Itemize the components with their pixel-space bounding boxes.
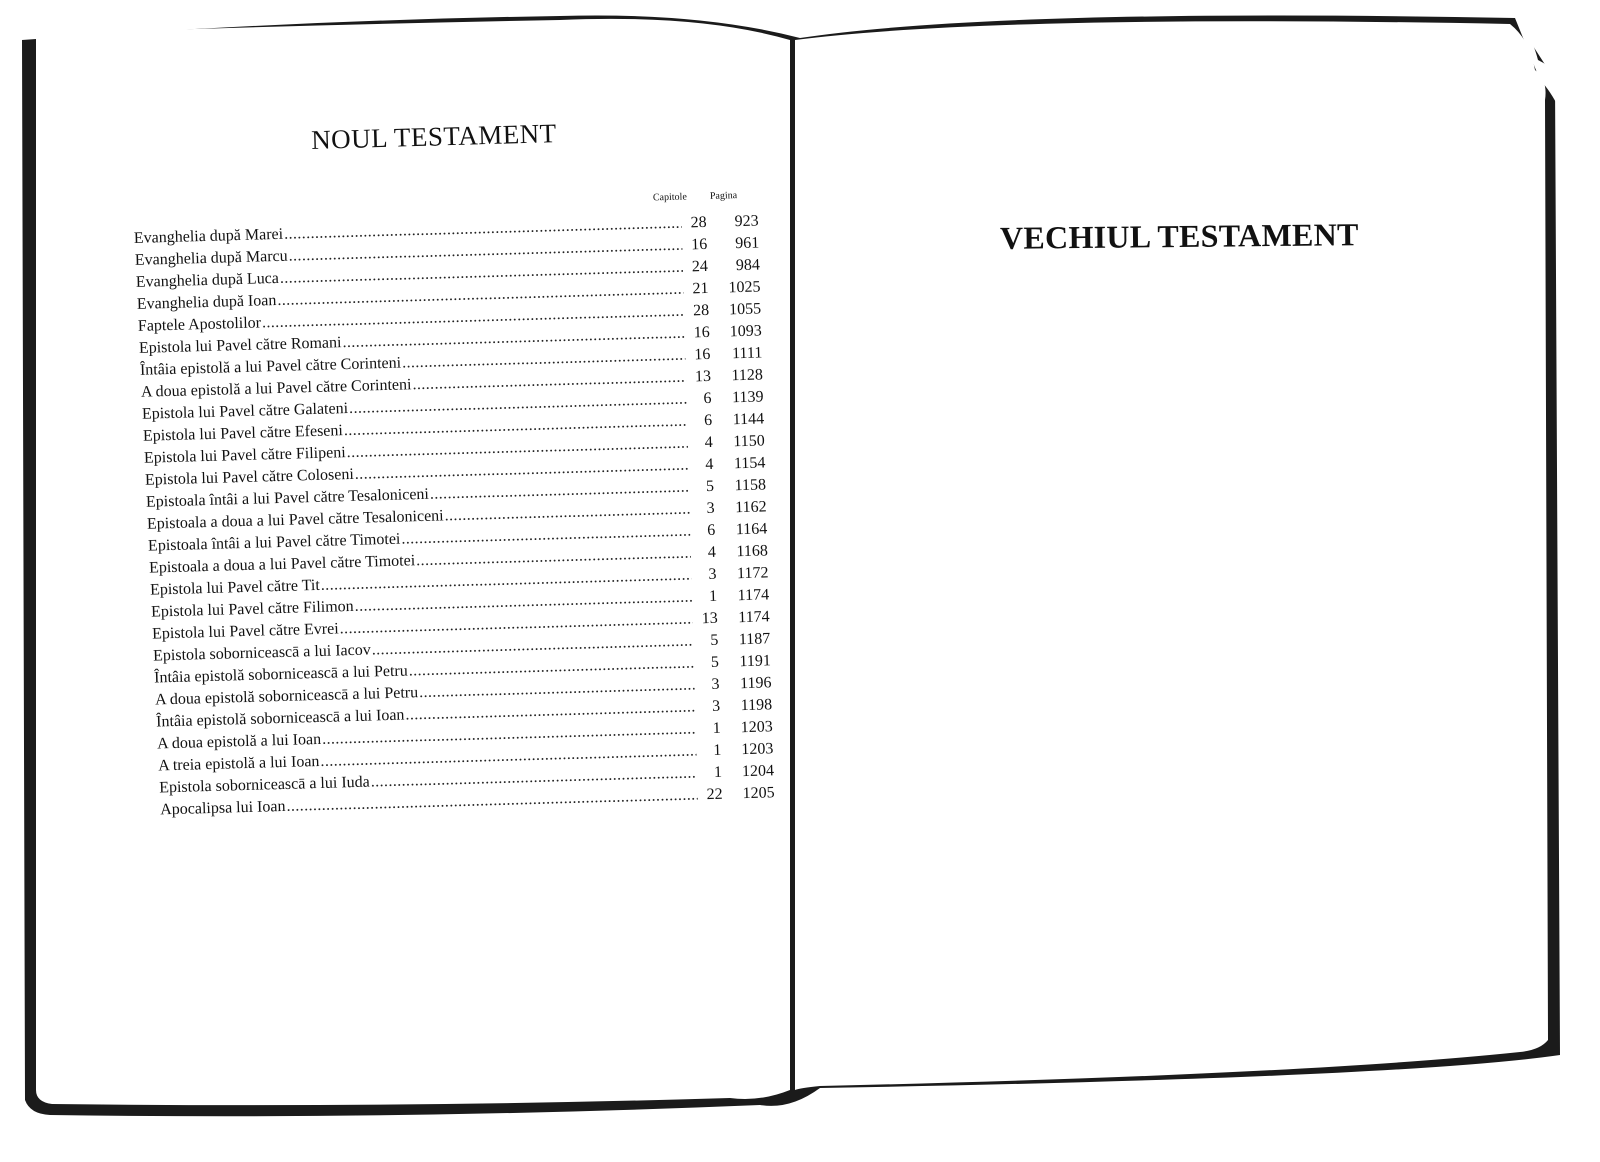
toc-entry-title: Epistola lui Pavel către Efeseni bbox=[142, 422, 344, 445]
toc-entry-title: Epistola soborniceascā a lui Iuda bbox=[158, 773, 370, 797]
toc-entry-chapters: 16 bbox=[693, 323, 710, 342]
toc-entry-title: Întâia epistolă a lui Pavel către Corinteni bbox=[139, 354, 402, 379]
right-page-paper bbox=[795, 21, 1548, 1090]
toc-entry-title: Întâia epistolă soborniceascā a lui Petru bbox=[153, 662, 408, 687]
toc-entry-chapters: 5 bbox=[710, 653, 720, 671]
toc-entry-chapters: 28 bbox=[690, 213, 707, 232]
toc-entry-chapters: 21 bbox=[692, 279, 709, 298]
toc-entry-page: 1150 bbox=[733, 432, 766, 451]
table-of-contents bbox=[134, 212, 775, 823]
toc-entry-title: Epistola lui Pavel către Evrei bbox=[151, 620, 339, 643]
toc-entry-page: 1093 bbox=[729, 322, 762, 341]
toc-entry-chapters: 3 bbox=[711, 697, 721, 715]
toc-entry-chapters: 4 bbox=[704, 433, 714, 452]
toc-entry-chapters: 13 bbox=[694, 367, 712, 386]
toc-entry-title: A treia epistolă a lui Ioan bbox=[157, 752, 320, 775]
toc-entry-page: 1172 bbox=[736, 564, 769, 583]
right-page-title: VECHIUL TESTAMENT bbox=[999, 216, 1359, 256]
toc-entry-chapters: 3 bbox=[706, 499, 715, 518]
toc-entry-title: Epistola lui Pavel către Filimon bbox=[150, 597, 354, 621]
toc-entry-title: Epistola soborniceascā a lui Iacov bbox=[152, 641, 371, 665]
toc-entry-page: 1205 bbox=[742, 784, 775, 803]
toc-entry-page: 1139 bbox=[731, 388, 764, 407]
toc-entry-page: 1144 bbox=[732, 410, 765, 429]
toc-entry-title: Epistoala a doua a lui Pavel către Tesaloniceni bbox=[146, 507, 444, 533]
toc-entry-title: Epistola lui Pavel către Romani bbox=[138, 334, 342, 357]
toc-entry-page: 1162 bbox=[734, 498, 767, 517]
toc-entry-title: Epistoala întâi a lui Pavel către Tesaloniceni bbox=[145, 485, 430, 511]
toc-entry-page: 1055 bbox=[728, 300, 762, 319]
toc-entry-chapters: 4 bbox=[707, 543, 717, 562]
toc-entry-title: Evanghelia după Luca bbox=[135, 269, 280, 291]
toc-entry-chapters: 5 bbox=[705, 477, 715, 496]
toc-entry-page: 1128 bbox=[731, 366, 764, 385]
toc-entry-chapters: 6 bbox=[707, 521, 716, 540]
toc-entry-title: Epistola lui Pavel către Tit bbox=[149, 576, 321, 599]
toc-entry-page: 1196 bbox=[739, 674, 772, 693]
toc-entry-page: 923 bbox=[734, 212, 759, 231]
toc-entry-title: A doua epistolă soborniceascā a lui Petru bbox=[154, 684, 419, 709]
toc-entry-chapters: 3 bbox=[711, 675, 720, 693]
toc-entry-chapters: 4 bbox=[705, 455, 714, 474]
toc-entry-page: 1187 bbox=[738, 630, 771, 649]
toc-entry-title: A doua epistolă a lui Ioan bbox=[156, 730, 322, 753]
toc-entry-page: 1174 bbox=[737, 586, 770, 605]
page-title: NOUL TESTAMENT bbox=[310, 118, 558, 155]
toc-entry-chapters: 16 bbox=[691, 235, 708, 254]
toc-entry-page: 1154 bbox=[733, 454, 766, 473]
toc-entry-chapters: 3 bbox=[708, 565, 717, 584]
toc-entry-title: Epistola lui Pavel către Galateni bbox=[141, 400, 349, 423]
toc-entry-chapters: 1 bbox=[712, 719, 722, 737]
toc-entry-title: Apocalipsa lui Ioan bbox=[159, 797, 286, 819]
toc-entry-page: 1025 bbox=[728, 278, 761, 297]
toc-entry-title: Faptele Apostolilor bbox=[137, 314, 262, 335]
toc-entry-page: 1191 bbox=[739, 652, 772, 671]
toc-entry-title: Întâia epistolă soborniceascā a lui Ioan bbox=[155, 706, 405, 731]
toc-entry-chapters: 5 bbox=[710, 631, 719, 650]
toc-entry-page: 1198 bbox=[740, 696, 773, 715]
toc-entry-chapters: 1 bbox=[708, 587, 718, 606]
toc-entry-page: 1203 bbox=[740, 718, 773, 737]
toc-entry-page: 1164 bbox=[735, 520, 768, 539]
toc-entry-chapters: 22 bbox=[706, 785, 723, 804]
toc-entry-title: Epistola lui Pavel către Coloseni bbox=[144, 465, 355, 489]
toc-entry-page: 961 bbox=[735, 234, 760, 253]
toc-entry-chapters: 1 bbox=[713, 741, 722, 759]
column-header-pages: Pagina bbox=[709, 190, 738, 202]
toc-entry-chapters: 1 bbox=[713, 763, 723, 781]
toc-entry-chapters: 6 bbox=[703, 389, 712, 408]
toc-entry-page: 984 bbox=[735, 256, 761, 275]
toc-entry-page: 1111 bbox=[731, 344, 763, 363]
toc-entry-title: Evanghelia după Ioan bbox=[136, 291, 277, 313]
toc-entry-title: Epistoala întâi a lui Pavel către Timotei bbox=[147, 530, 401, 555]
toc-entry-title: Evanghelia după Marei bbox=[133, 225, 284, 247]
toc-entry-chapters: 24 bbox=[691, 257, 709, 276]
toc-entry-page: 1168 bbox=[736, 542, 769, 561]
toc-entry-title: Epistola lui Pavel către Filipeni bbox=[143, 444, 346, 467]
toc-entry-page: 1203 bbox=[741, 740, 774, 759]
toc-entry-title: Epistoala a doua a lui Pavel către Timotei bbox=[148, 552, 416, 577]
toc-entry-chapters: 13 bbox=[701, 609, 718, 628]
toc-entry-chapters: 6 bbox=[703, 411, 713, 430]
column-header-chapters: Capitole bbox=[652, 191, 687, 204]
toc-entry-chapters: 16 bbox=[694, 345, 711, 364]
toc-entry-page: 1158 bbox=[734, 476, 767, 495]
toc-entry-chapters: 28 bbox=[692, 301, 710, 320]
toc-entry-page: 1174 bbox=[738, 608, 770, 627]
toc-entry-title: Evanghelia după Marcu bbox=[134, 247, 288, 269]
toc-entry-title: A doua epistolă a lui Pavel către Corinteni bbox=[140, 376, 412, 401]
toc-entry-page: 1204 bbox=[741, 762, 775, 781]
